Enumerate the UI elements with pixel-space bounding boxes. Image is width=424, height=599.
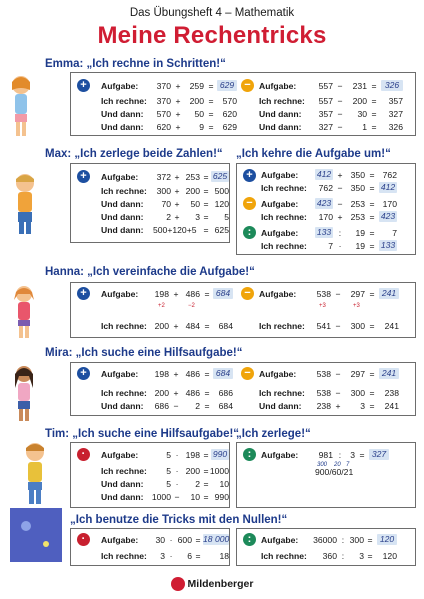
box-umkehr: + − : Aufgabe: 412 + 350 = 762 Ich rechne: 762 − 350 = 412 Aufgabe: 423 − 253 = 170 Ich rechne: 170 + 253 = 423 Aufgabe: 133 : 19 = 7 Ich rechne: 7 · 19 = 133 <box>236 163 416 255</box>
character-tim <box>6 440 64 564</box>
heading-max: Max: „Ich zerlege beide Zahlen!“ <box>45 148 223 160</box>
heading-mira: Mira: „Ich suche eine Hilfsaufgabe!“ <box>45 347 243 359</box>
box-mira: + − Aufgabe: 198 + 486 = 684 Ich rechne: 200 + 486 = 686 Und dann: 686 − 2 = 684 Aufgabe: 538 − 297 = 241 Ich rechne: 538 − 300 = 238 Und dann: 238 + 3 = 241 <box>70 362 416 416</box>
character-emma <box>6 72 36 140</box>
multiply-icon: · <box>77 448 90 461</box>
character-mira <box>8 362 40 422</box>
divide-icon: : <box>243 226 256 239</box>
page-title: Meine Rechentricks <box>97 22 327 49</box>
brand-name: Mildenberger <box>187 577 254 590</box>
multiply-icon: · <box>77 533 90 546</box>
heading-emma: Emma: „Ich rechne in Schritten!“ <box>45 58 226 70</box>
footer-brand <box>0 577 424 591</box>
heading-hanna: Hanna: „Ich vereinfache die Aufgabe!“ <box>45 266 255 278</box>
hanna-arrow-minus: −2 <box>188 303 195 309</box>
subtitle: Das Übungsheft 4 – Mathematik <box>129 7 295 19</box>
heading-nullen: „Ich benutze die Tricks mit den Nullen!“ <box>70 514 288 526</box>
box-emma: + − Aufgabe: 370 + 259 = 629 Ich rechne: 370 + 200 = 570 Und dann: 570 + 50 = 620 Und dann: 620 + 9 = 629 Aufgabe: 557 − 231 = 326 Ich rechne: 557 − 200 = 357 Und dann: 357 − 30 = 327 Und dann: 327 − 1 = 326 <box>70 72 416 136</box>
hanna-arrow-plus: +2 <box>158 303 165 309</box>
brand-logo-icon <box>171 577 185 591</box>
plus-icon: + <box>77 170 90 183</box>
heading-tim-zerlege: „Ich zerlege!“ <box>236 428 311 440</box>
plus-icon: + <box>243 169 256 182</box>
box-nullen-left: · Aufgabe: 30 · 600 = 18 000 Ich rechne: 3 · 6 = 18 <box>70 528 230 566</box>
plus-icon: + <box>77 287 90 300</box>
heading-tim: Tim: „Ich suche eine Hilfsaufgabe!“ <box>45 428 240 440</box>
plus-icon: + <box>77 79 90 92</box>
hanna-arrow-plus3b: +3 <box>353 303 360 309</box>
box-max: + Aufgabe: 372 + 253 = 625 Ich rechne: 300 + 200 = 500 Und dann: 70 + 50 = 120 Und dann: 2 + 3 = 5 Und dann: 500+120+5 = 625 <box>70 163 230 243</box>
heading-max-umkehr: „Ich kehre die Aufgabe um!“ <box>236 148 391 160</box>
divide-icon: : <box>243 533 256 546</box>
box-nullen-right: : Aufgabe: 36000 : 300 = 120 Ich rechne: 360 : 3 = 120 <box>236 528 416 566</box>
hanna-arrow-plus3a: +3 <box>319 303 326 309</box>
box-tim-zerlege: : Aufgabe: 981 : 3 = 327 300 20 7 900/60/21 <box>236 442 416 508</box>
minus-icon: − <box>241 79 254 92</box>
minus-icon: − <box>241 287 254 300</box>
character-max <box>8 170 42 238</box>
box-tim: · Aufgabe: 5 · 198 = 990 Ich rechne: 5 · 200 = 1000 Und dann: 5 · 2 = 10 Und dann: 1000 − 10 = 990 <box>70 442 230 508</box>
plus-icon: + <box>77 367 90 380</box>
box-hanna: + − Aufgabe: 198 + 486 = 684 +2 −2 Ich rechne: 200 + 484 = 684 Aufgabe: 538 − 297 = 241 +3 +3 Ich rechne: 541 − 300 = 241 <box>70 282 416 338</box>
minus-icon: − <box>241 367 254 380</box>
character-hanna <box>8 282 40 340</box>
divide-icon: : <box>243 448 256 461</box>
minus-icon: − <box>243 197 256 210</box>
